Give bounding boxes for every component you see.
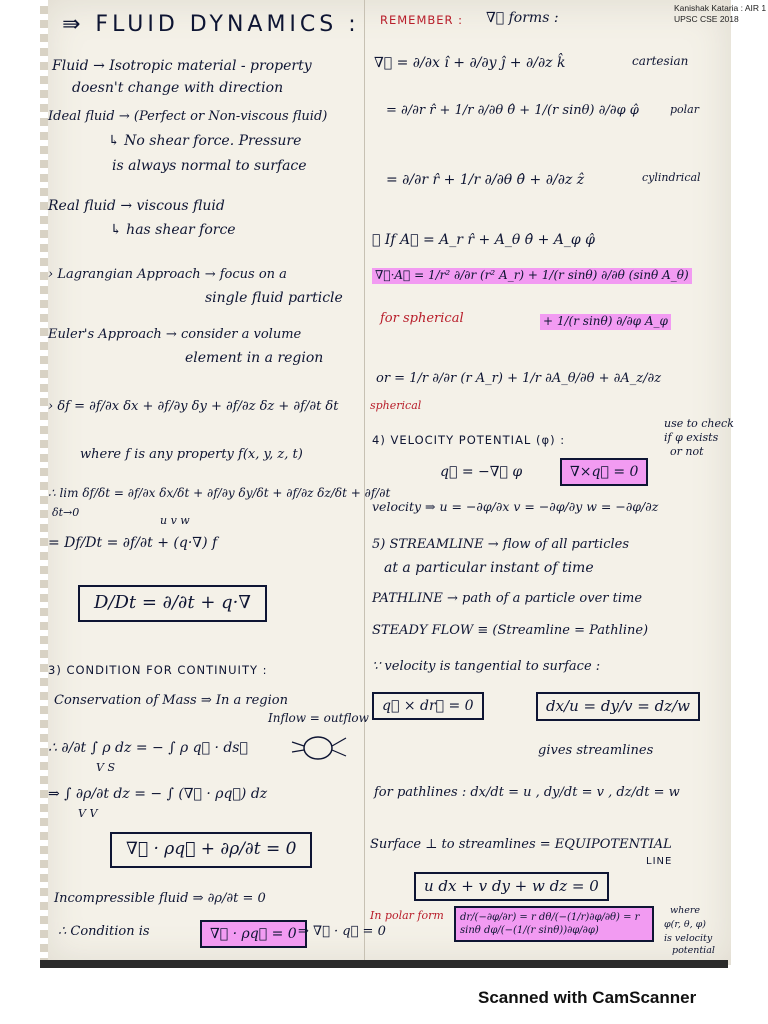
polar-form-box: dr/(−∂φ/∂r) = r dθ/(−(1/r)∂φ/∂θ) = r sinθ dφ/(−(1/(r sinθ))∂φ/∂φ) [454,906,654,942]
integral-2-limits: V V [78,807,98,820]
where-note-3: is velocity [664,933,713,944]
condition-label: ∴ Condition is [58,924,150,939]
divergence-spherical: ∇⃗·A⃗ = 1/r² ∂/∂r (r² A_r) + 1/(r sinθ) ∂/∂θ (sinθ A_θ) [372,268,692,284]
author-name: Kanishak Kataria : AIR 1 [674,3,767,13]
page-bottom-edge [40,960,728,968]
page-margin-edge [40,0,48,965]
limit-subscript: δt→0 [52,506,80,519]
euler-approach-2: element in a region [185,350,324,366]
steady-flow: STEADY FLOW ≡ (Streamline = Pathline) [372,623,649,638]
use-to-check-3: or not [670,445,704,458]
pathlines-equations: for pathlines : dx/dt = u , dy/dt = v , dz/dt = w [374,785,680,800]
where-note-4: potential [672,945,715,956]
real-fluid: Real fluid → viscous fluid [48,198,225,214]
velocity-components: velocity ⇒ u = −∂φ/∂x v = −∂φ/∂y w = −∂φ/∂z [372,499,659,514]
integral-equation-2: ⇒ ∫ ∂ρ/∂t dz = − ∫ (∇⃗ · ρq⃗) dz [48,786,268,802]
incompressible-fluid: Incompressible fluid ⇒ ∂ρ/∂t = 0 [54,891,266,906]
remember-del-forms: ∇⃗ forms : [486,10,559,26]
continuity-equation-box: ∇⃗ · ρq⃗ + ∂ρ/∂t = 0 [110,832,312,868]
lagrangian-approach-2: single fluid particle [205,290,343,306]
remember-label: REMEMBER : [380,13,464,27]
streamline-ratio-box: dx/u = dy/v = dz/w [536,692,700,721]
where-note-2: φ(r, θ, φ) [664,919,707,930]
ideal-fluid-2: ↳ No shear force. Pressure [108,133,302,149]
curl-zero-box: ∇×q⃗ = 0 [560,458,648,486]
tangential-velocity: ∵ velocity is tangential to surface : [372,659,601,674]
streamline-definition: 5) STREAMLINE → flow of all particles [372,537,630,552]
for-spherical-label: for spherical [380,311,464,326]
ideal-fluid: Ideal fluid → (Perfect or Non-viscous fluid) [48,109,328,124]
where-f-property: where f is any property f(x, y, z, t) [80,447,303,462]
divergence-cylindrical-pre: or = 1/r ∂/∂r (r A_r) + 1/r ∂A_θ/∂θ + ∂A_z/∂z [376,371,662,386]
condition-box: ∇⃗ · ρq⃗ = 0 [200,920,307,948]
continuity-heading: 3) CONDITION FOR CONTINUITY : [48,663,268,677]
condition-result: ⇒ ∇⃗ · q⃗ = 0 [298,924,386,939]
surface-perpendicular-2: LINE [646,856,673,867]
author-credit [674,3,766,25]
ideal-fluid-3: is always normal to surface [112,158,307,174]
polar-form-label: In polar form [370,909,444,922]
control-volume-sketch-icon [290,728,350,768]
integral-equation-1: ∴ ∂/∂t ∫ ρ dz = − ∫ ρ q⃗ · ds⃗ [48,740,248,756]
del-cylindrical: = ∂/∂r r̂ + 1/r ∂/∂θ θ̂ + ∂/∂z ẑ [386,172,585,188]
material-derivative-box: D/Dt = ∂/∂t + q·∇ [78,585,267,622]
exam-name: UPSC CSE 2018 [674,14,739,25]
gives-streamlines: gives streamlines [538,743,654,758]
real-fluid-2: ↳ has shear force [110,222,236,238]
equipotential-box: u dx + v dy + w dz = 0 [414,872,609,901]
column-divider [364,0,365,965]
use-to-check: use to check [664,417,734,430]
limit-equation: ∴ lim δf/δt = ∂f/∂x δx/δt + ∂f/∂y δy/δt + ∂f/∂z δz/δt + ∂f/∂t [48,486,391,500]
spherical-label: spherical [370,399,422,412]
fluid-definition: Fluid → Isotropic material - property [52,58,312,74]
velocity-gradient: q⃗ = −∇⃗ φ [440,464,523,480]
del-polar: = ∂/∂r r̂ + 1/r ∂/∂θ θ̂ + 1/(r sinθ) ∂/∂φ φ̂ [386,103,639,118]
uvw-labels: u v w [160,514,190,527]
polar-label: polar [670,103,699,116]
mass-conservation-2: Inflow = outflow [268,711,369,725]
fluid-definition-2: doesn't change with direction [72,80,284,96]
mass-conservation: Conservation of Mass ⇒ In a region [54,693,288,708]
vector-a-definition: ∴ If A⃗ = A_r r̂ + A_θ θ̂ + A_φ φ̂ [372,232,595,248]
use-to-check-2: if φ exists [664,431,719,444]
integral-1-limits: V S [96,761,115,774]
velocity-potential-heading: 4) VELOCITY POTENTIAL (φ) : [372,433,566,447]
streamline-definition-2: at a particular instant of time [384,560,594,576]
delta-f-equation: › δf = ∂f/∂x δx + ∂f/∂y δy + ∂f/∂z δz + ∂f/∂t δt [48,399,339,414]
page-title: ⇛ FLUID DYNAMICS : [62,12,360,37]
divergence-spherical-2: + 1/(r sinθ) ∂/∂φ A_φ [540,314,671,330]
where-note: where [670,905,701,916]
euler-approach: Euler's Approach → consider a volume [48,327,302,342]
cross-product-box: q⃗ × dr⃗ = 0 [372,692,484,720]
cartesian-label: cartesian [632,54,689,68]
surface-perpendicular: Surface ⊥ to streamlines = EQUIPOTENTIAL [370,837,672,852]
material-derivative: = Df/Dt = ∂f/∂t + (q·∇) f [48,535,218,551]
cylindrical-label: cylindrical [642,171,701,184]
pathline-definition: PATHLINE → path of a particle over time [372,591,643,606]
del-cartesian: ∇⃗ = ∂/∂x î + ∂/∂y ĵ + ∂/∂z k̂ [374,55,566,71]
lagrangian-approach: › Lagrangian Approach → focus on a [48,267,287,282]
camscanner-watermark: Scanned with CamScanner [478,988,697,1007]
